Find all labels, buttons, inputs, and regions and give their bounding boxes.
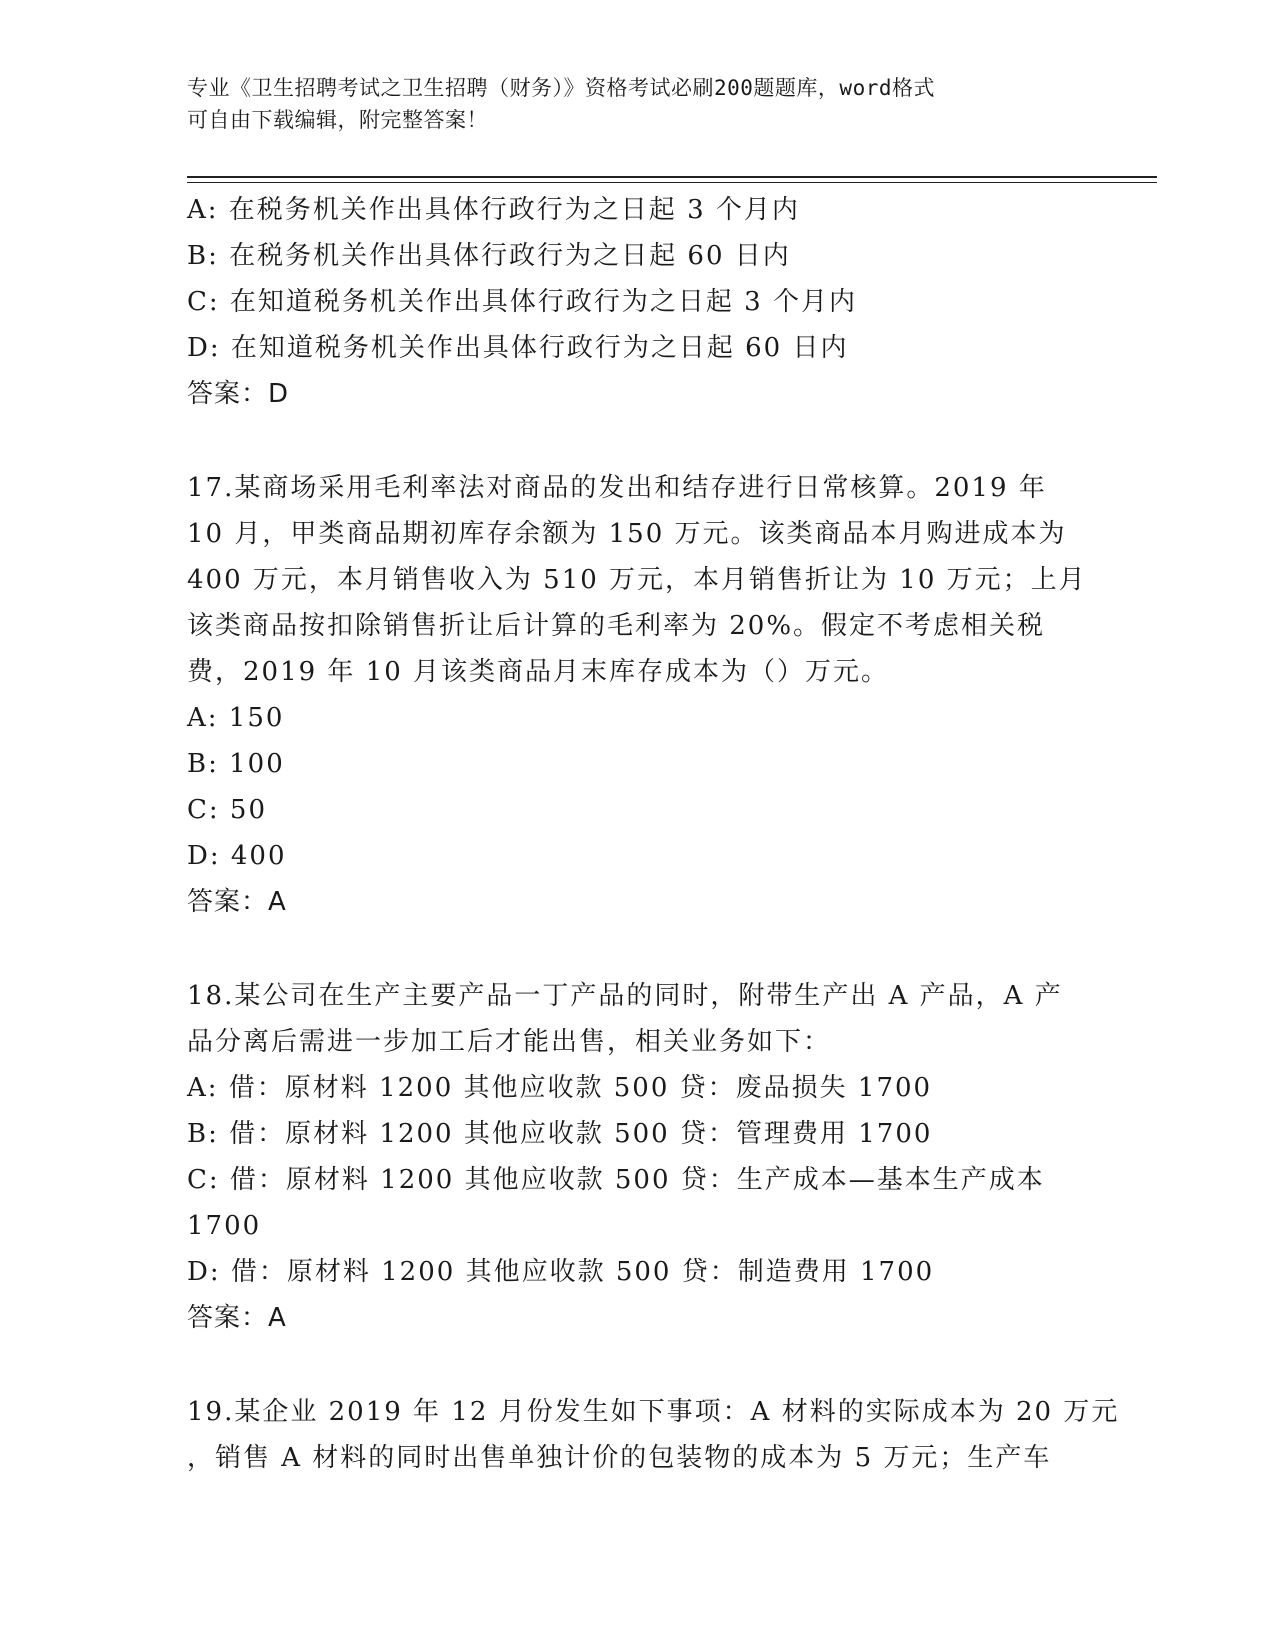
question-stem-line: 19.某企业 2019 年 12 月份发生如下事项：A 材料的实际成本为 20 万元: [187, 1397, 1120, 1427]
question-19: [187, 1389, 1120, 1481]
option-c-continued: 1700: [187, 1211, 262, 1241]
header-rule-thin: [187, 182, 1157, 183]
document-body: [187, 187, 1120, 1481]
option-a: A: 借：原材料 1200 其他应收款 500 贷：废品损失 1700: [187, 1073, 933, 1103]
header-line-2: 可自由下载编辑，附完整答案！: [187, 108, 488, 132]
option-a: A: 150: [187, 703, 285, 733]
question-stem-line: 400 万元，本月销售收入为 510 万元，本月销售折让为 10 万元；上月: [187, 565, 1087, 595]
option-d: D: 在知道税务机关作出具体行政行为之日起 60 日内: [187, 333, 849, 363]
document-header: [187, 72, 1087, 136]
question-stem-line: 10 月，甲类商品期初库存余额为 150 万元。该类商品本月购进成本为: [187, 519, 1067, 549]
question-16: [187, 187, 1087, 417]
answer: 答案：D: [187, 379, 290, 409]
answer: 答案：A: [187, 887, 287, 917]
question-stem-line: ，销售 A 材料的同时出售单独计价的包装物的成本为 5 万元；生产车: [187, 1443, 1052, 1473]
option-c: C: 50: [187, 795, 268, 825]
question-17: [187, 465, 1087, 925]
option-d: D: 400: [187, 841, 287, 871]
question-stem-line: 17.某商场采用毛利率法对商品的发出和结存进行日常核算。2019 年: [187, 473, 1047, 503]
option-b: B: 在税务机关作出具体行政行为之日起 60 日内: [187, 241, 791, 271]
option-b: B: 借：原材料 1200 其他应收款 500 贷：管理费用 1700: [187, 1119, 933, 1149]
answer: 答案：A: [187, 1303, 287, 1333]
option-d: D: 借：原材料 1200 其他应收款 500 贷：制造费用 1700: [187, 1257, 935, 1287]
header-line-1: 专业《卫生招聘考试之卫生招聘（财务）》资格考试必刷200题题库，word格式: [187, 76, 935, 100]
question-stem-line: 费，2019 年 10 月该类商品月末库存成本为（）万元。: [187, 657, 890, 687]
option-b: B: 100: [187, 749, 285, 779]
question-stem-line: 品分离后需进一步加工后才能出售，相关业务如下：: [187, 1027, 832, 1057]
question-stem-line: 该类商品按扣除销售折让后计算的毛利率为 20%。假定不考虑相关税: [187, 611, 1046, 641]
header-rule-thick: [187, 176, 1157, 178]
spacer: [187, 1341, 1087, 1389]
spacer: [187, 925, 1087, 973]
question-18: [187, 973, 1087, 1341]
option-c: C: 借：原材料 1200 其他应收款 500 贷：生产成本—基本生产成本: [187, 1165, 1045, 1195]
spacer: [187, 417, 1087, 465]
option-a: A: 在税务机关作出具体行政行为之日起 3 个月内: [187, 195, 800, 225]
option-c: C: 在知道税务机关作出具体行政行为之日起 3 个月内: [187, 287, 857, 317]
question-stem-line: 18.某公司在生产主要产品一丁产品的同时，附带生产出 A 产品，A 产: [187, 981, 1063, 1011]
